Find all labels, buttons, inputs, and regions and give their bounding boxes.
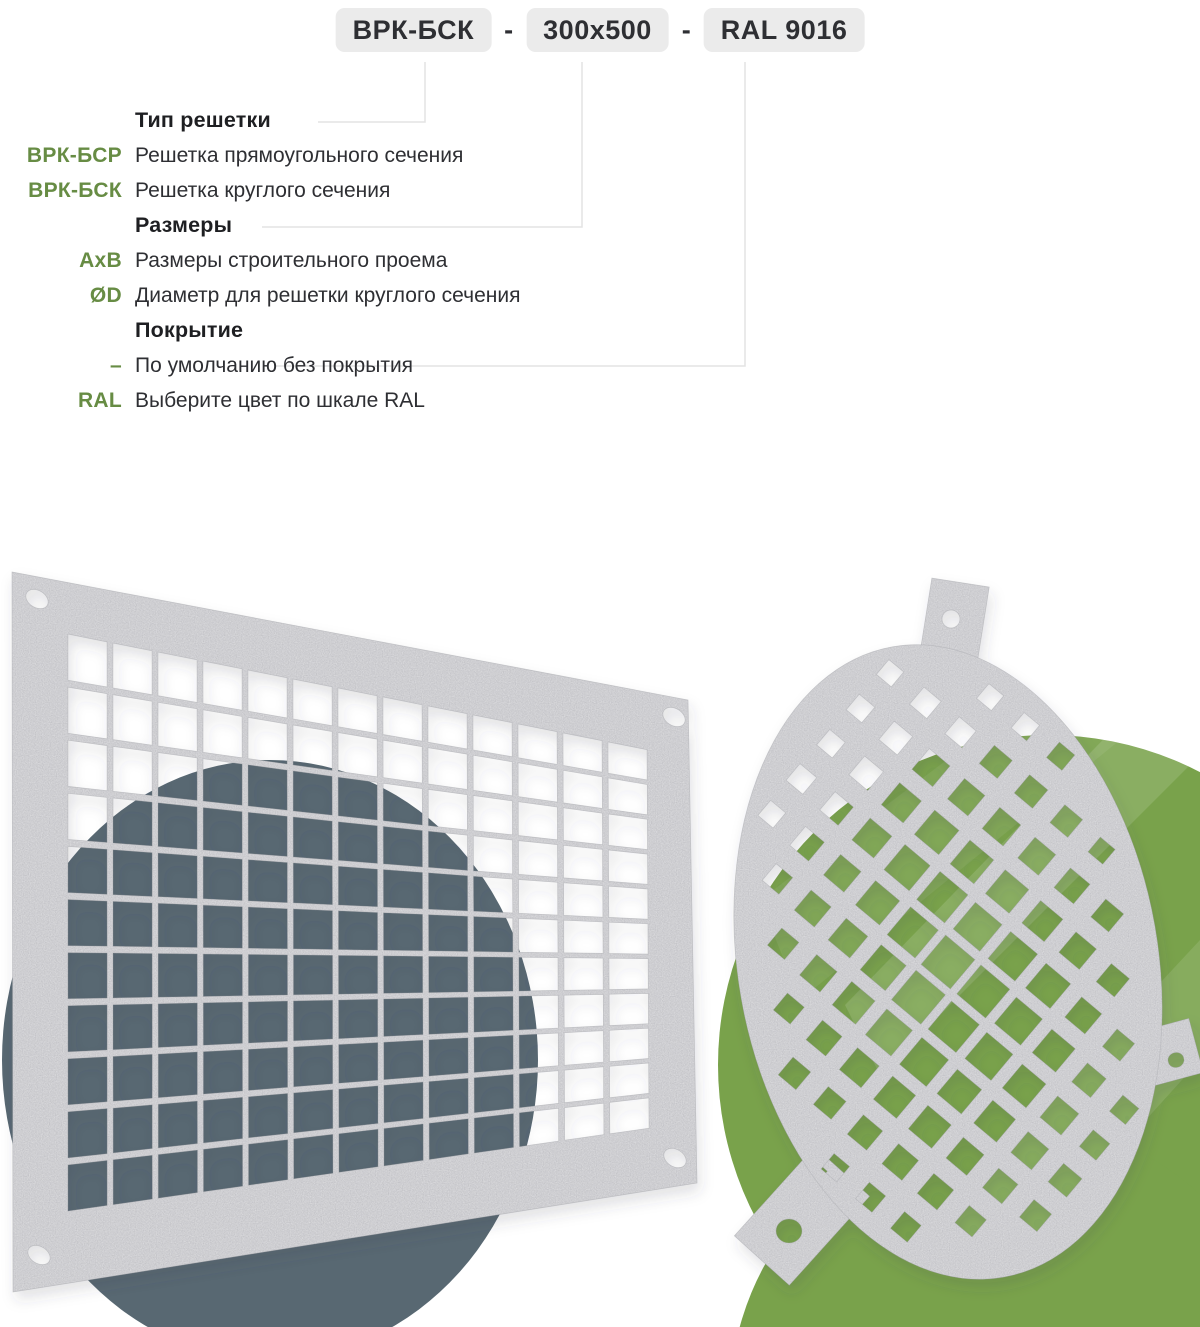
product-code [336,8,865,52]
legend-row [0,348,640,383]
legend-desc: Решетка круглого сечения [135,179,391,202]
section-header-type: Тип решетки [135,108,271,132]
legend-row [0,278,640,313]
legend-code: ВРК-БСК [28,179,122,202]
code-separator: - [681,14,691,45]
legend-code: ØD [89,284,122,307]
code-separator: - [504,14,514,45]
legend-desc: Выберите цвет по шкале RAL [135,389,425,412]
product-code-color: RAL 9016 [704,8,865,52]
legend-desc: По умолчанию без покрытия [135,354,414,377]
product-code-size: 300x500 [526,8,669,52]
legend [0,103,640,418]
product-code-type: ВРК-БСК [336,8,492,52]
legend-row [0,383,640,418]
legend-desc: Решетка прямоугольного сечения [135,144,464,167]
section-header-size: Размеры [135,213,233,237]
legend-code: RAL [77,389,122,412]
section-header-coating: Покрытие [135,318,244,342]
legend-code: AxB [79,249,122,272]
legend-code: – [110,354,122,377]
legend-code: ВРК-БСР [26,144,122,167]
legend-desc: Размеры строительного проема [135,249,448,272]
legend-row [0,138,640,173]
legend-desc: Диаметр для решетки круглого сечения [135,284,521,307]
legend-row [0,173,640,208]
legend-row [0,243,640,278]
